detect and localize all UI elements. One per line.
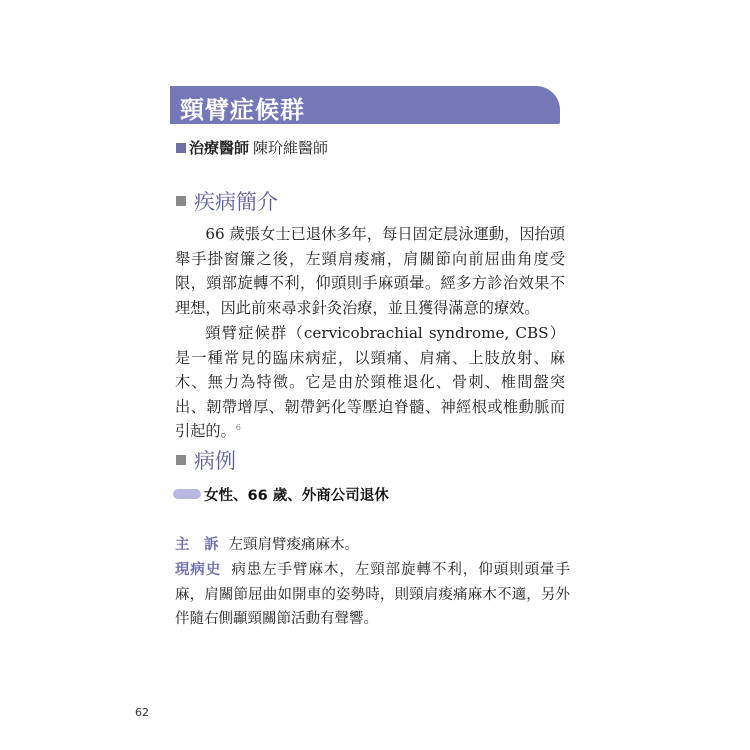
reference-marker: 6 (235, 422, 241, 432)
case-pill-marker (173, 489, 201, 499)
patient-summary: 女性、66 歲、外商公司退休 (204, 488, 389, 504)
square-bullet-icon (176, 455, 186, 465)
intro-heading (176, 186, 278, 216)
page-title: 頸臂症候群 (180, 95, 305, 124)
square-bullet-icon (176, 143, 186, 153)
complaint-text: 左頸肩臂痠痛麻木。 (228, 537, 359, 553)
complaint-line (175, 533, 570, 557)
title-banner (170, 86, 560, 124)
intro-paragraph-2 (175, 321, 565, 444)
doctor-name: 陳玠維醫師 (253, 139, 329, 157)
history-text: 病患左手臂麻木，左頸部旋轉不利，仰頭則頭暈手麻，肩關節屈曲如開車的姿勢時，則頸肩痠痛麻木不適，另外伴隨右側顳頸關節活動有聲響。 (175, 562, 570, 627)
complaint-label: 主 訴 (175, 536, 219, 553)
history-label: 現病史 (175, 561, 222, 578)
intro-heading-text: 疾病簡介 (194, 190, 278, 214)
intro-paragraph-2-text: 頸臂症候群（cervicobrachial syndrome, CBS）是一種常見的臨床病症，以頸痛、肩痛、上肢放射、麻木、無力為特徵。它是由於頸椎退化、骨刺、椎間盤突出、韌帶增厚、韌帶鈣化等壓迫脊髓、神經根或椎動脈而引起的。 (175, 324, 565, 440)
doctor-role: 治療醫師 (189, 139, 250, 157)
case-heading-text: 病例 (194, 449, 236, 473)
history-block (175, 558, 570, 632)
intro-paragraph-1: 66 歲張女士已退休多年，每日固定晨泳運動，因抬頭舉手掛窗簾之後，左頸肩痠痛，肩關節向前屈曲角度受限，頸部旋轉不利，仰頭則手麻頭暈。經多方診治效果不理想，因此前來尋求針灸治療，並且獲得滿意的療效。 (175, 225, 565, 317)
square-bullet-icon (176, 196, 186, 206)
page-number: 62 (135, 706, 149, 719)
doctor-line (176, 137, 328, 158)
case-heading (176, 445, 236, 475)
